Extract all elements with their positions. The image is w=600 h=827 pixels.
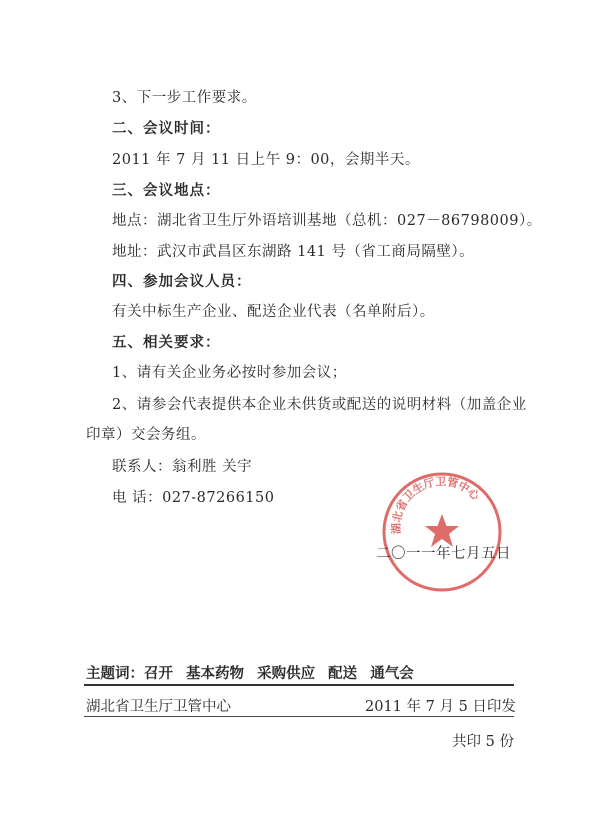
section-heading-requirements: 五、相关要求： bbox=[112, 335, 221, 351]
section-heading-time: 二、会议时间： bbox=[112, 121, 221, 137]
meeting-time-text: 2011 年 7 月 11 日上午 9：00，会期半天。 bbox=[112, 152, 420, 168]
copies-count: 共印 5 份 bbox=[452, 734, 514, 750]
subject-keywords: 主题词：召开 基本药物 采购供应 配送 通气会 bbox=[86, 666, 414, 682]
section-heading-attendees: 四、参加会议人员： bbox=[112, 274, 252, 290]
print-date: 2011 年 7 月 5 日印发 bbox=[365, 699, 516, 715]
body-line-1: 3、下一步工作要求。 bbox=[112, 90, 257, 106]
divider-line-bottom bbox=[84, 716, 514, 717]
issue-date-chinese: 二〇一一年七月五日 bbox=[376, 546, 511, 562]
requirement-2: 2、请参会代表提供本企业未供货或配送的说明材料（加盖企业 bbox=[112, 397, 527, 413]
seal-text: 湖北省卫生厅卫管中心 bbox=[389, 475, 482, 535]
requirement-1: 1、请有关企业务必按时参加会议； bbox=[112, 365, 347, 381]
attendees-text: 有关中标生产企业、配送企业代表（名单附后）。 bbox=[112, 304, 435, 320]
requirement-2-continued: 印章）交会务组。 bbox=[86, 427, 206, 443]
address-text: 地址：武汉市武昌区东湖路 141 号（省工商局隔壁）。 bbox=[112, 244, 475, 260]
contact-persons: 联系人：翁利胜 关宇 bbox=[112, 459, 253, 475]
official-seal-stamp bbox=[380, 470, 504, 594]
section-heading-location: 三、会议地点： bbox=[112, 183, 221, 199]
contact-phone: 电 话：027-87266150 bbox=[112, 490, 275, 506]
divider-line-top bbox=[84, 684, 514, 686]
issuer-name: 湖北省卫生厅卫管中心 bbox=[86, 699, 231, 715]
venue-text: 地点：湖北省卫生厅外语培训基地（总机：027－86798009）。 bbox=[112, 213, 542, 229]
